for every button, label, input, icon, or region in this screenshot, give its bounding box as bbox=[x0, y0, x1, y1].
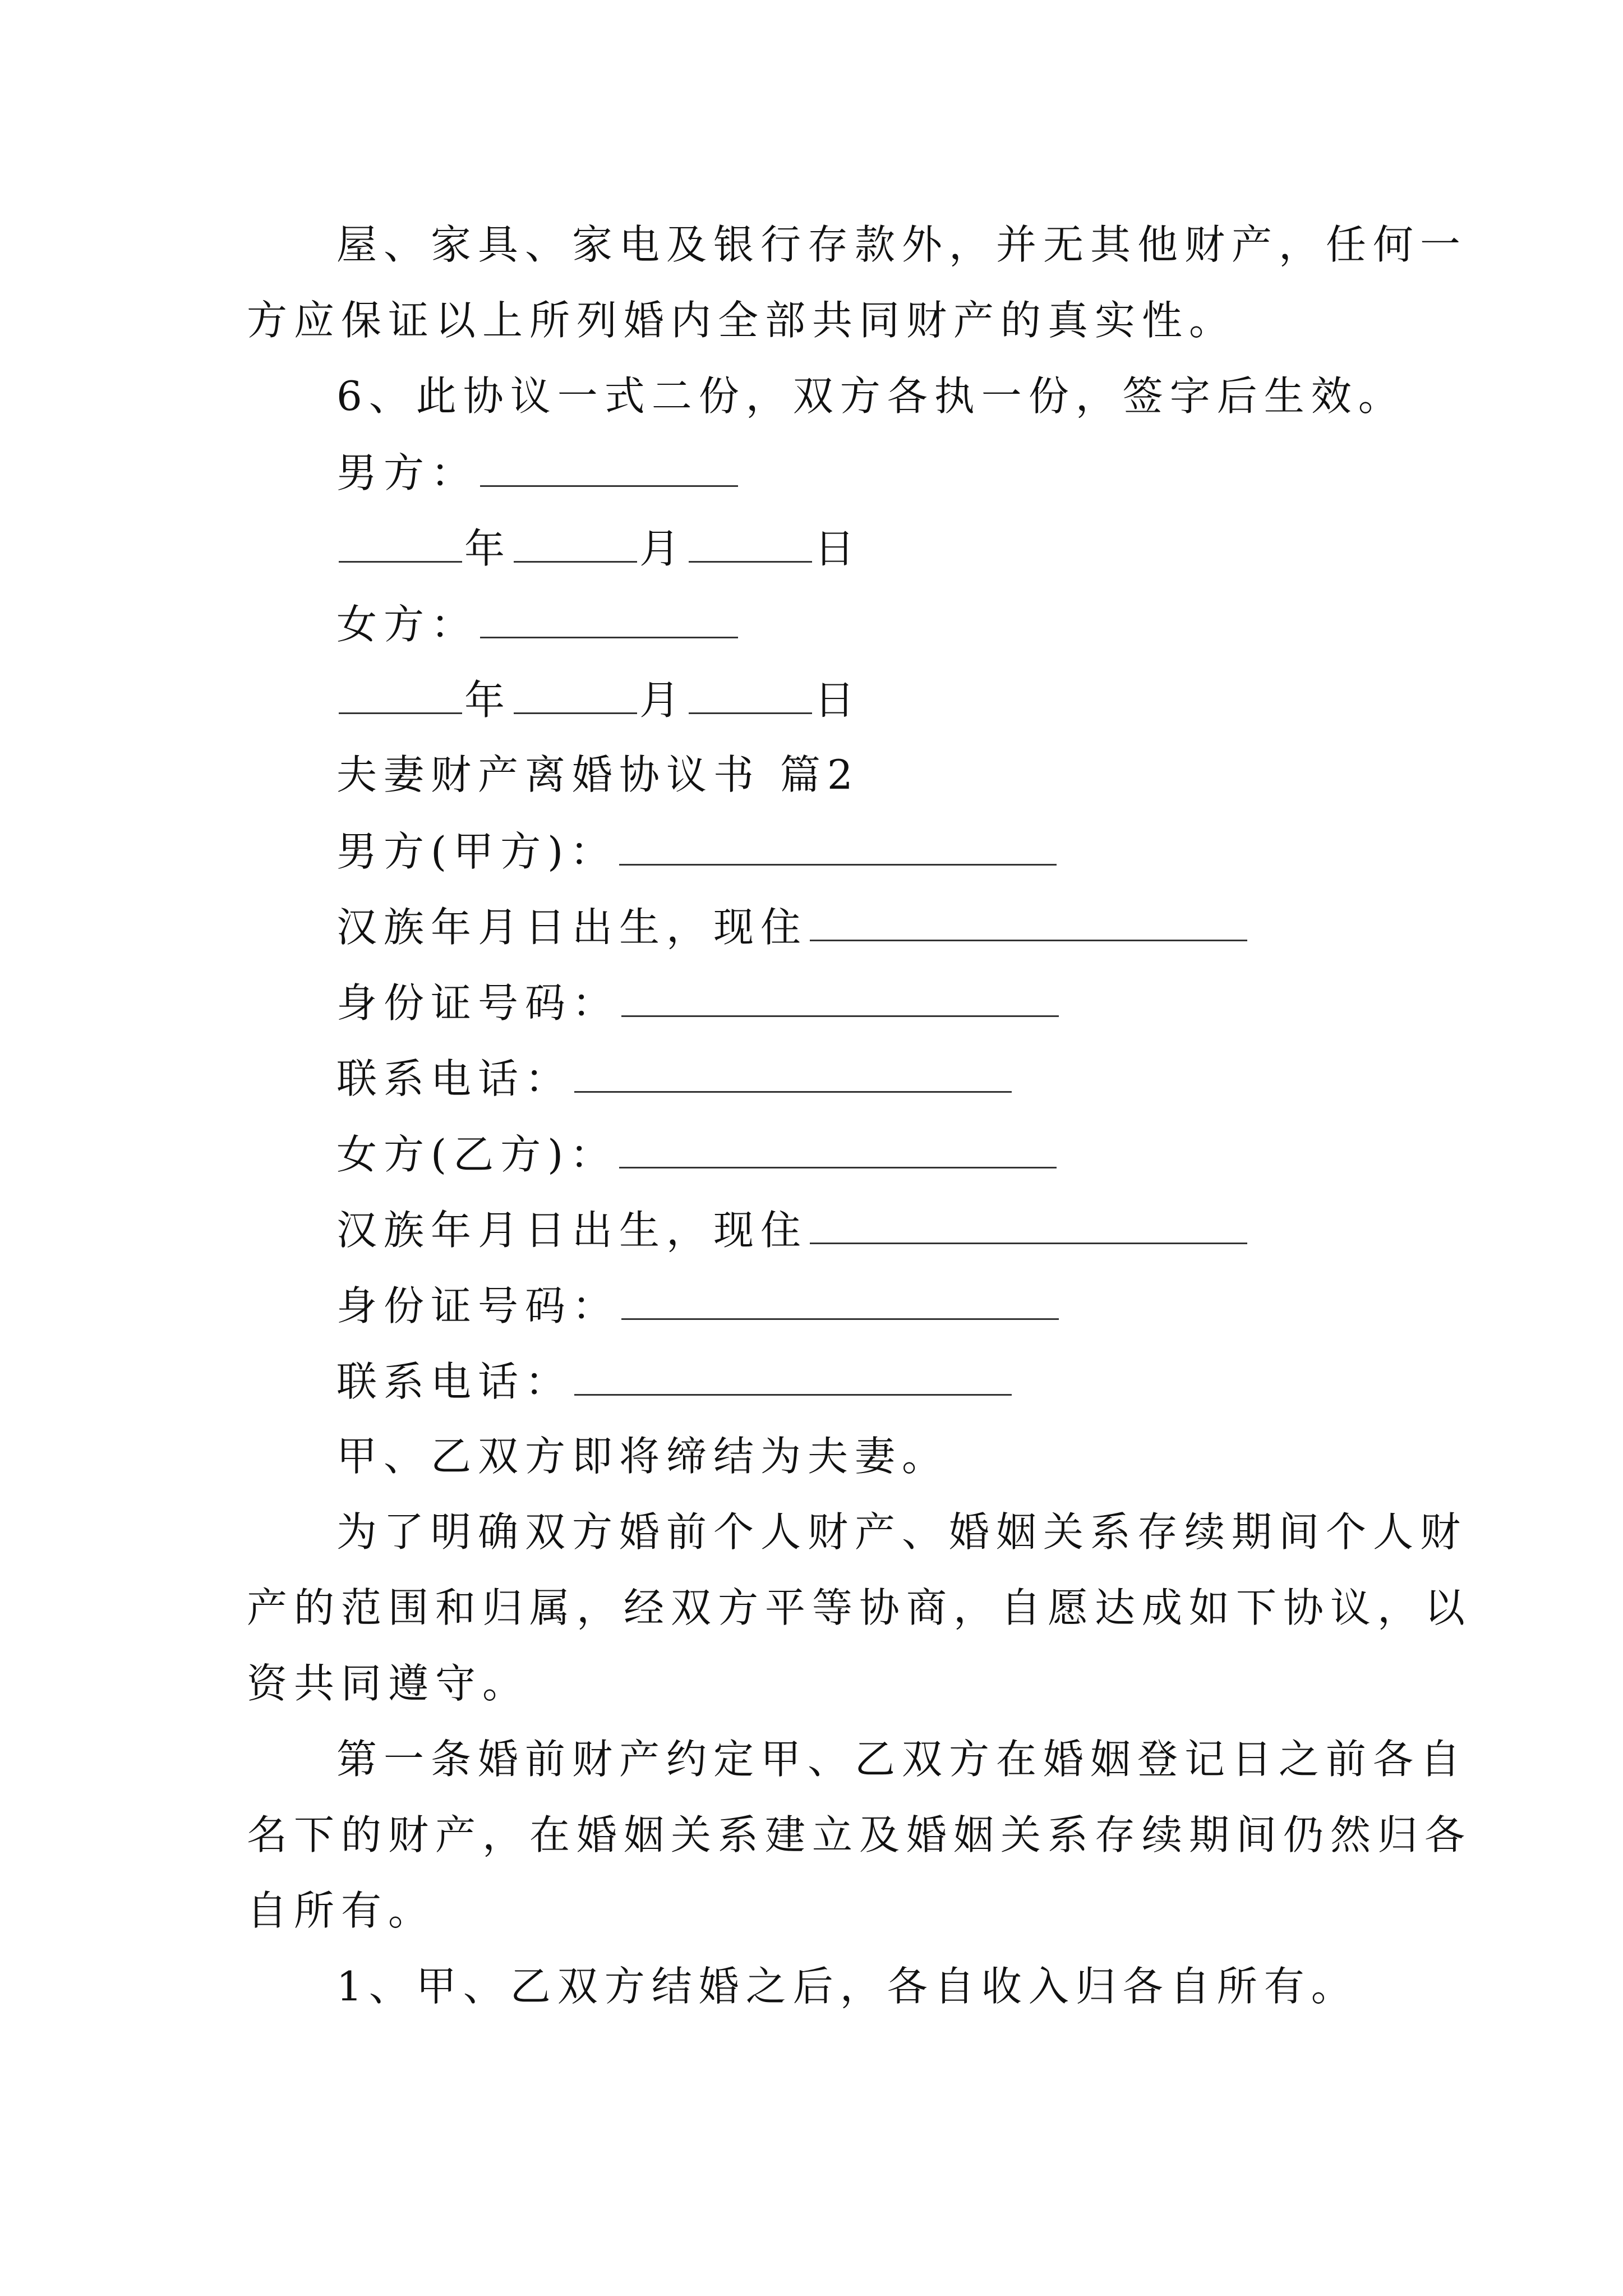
party-a-address-blank[interactable] bbox=[810, 906, 1247, 941]
female-date-row bbox=[336, 677, 862, 724]
party-b-address-row bbox=[336, 1207, 1249, 1254]
female-signature-blank[interactable] bbox=[480, 603, 738, 638]
party-a-id-blank[interactable] bbox=[621, 982, 1059, 1017]
male-signature-blank[interactable] bbox=[480, 452, 738, 487]
year-label: 年 bbox=[464, 525, 512, 572]
party-b-id-row bbox=[336, 1282, 1061, 1329]
party-a-address-row bbox=[336, 904, 1249, 951]
party-a-id-label: 身份证号码： bbox=[336, 979, 620, 1027]
party-b-phone-blank[interactable] bbox=[574, 1360, 1012, 1396]
party-a-birth-label: 汉族年月日出生，现住 bbox=[336, 904, 808, 951]
party-b-address-blank[interactable] bbox=[810, 1209, 1247, 1244]
male-label: 男方： bbox=[336, 449, 478, 496]
paragraph-line: 产的范围和归属，经双方平等协商，自愿达成如下协议，以 bbox=[247, 1584, 1472, 1631]
year-blank[interactable] bbox=[339, 527, 462, 563]
clause-6: 6、此协议一式二份，双方各执一份，签字后生效。 bbox=[336, 372, 1405, 420]
month-blank[interactable] bbox=[514, 527, 637, 563]
party-a-phone-label: 联系电话： bbox=[336, 1055, 573, 1102]
party-b-phone-row bbox=[336, 1358, 1014, 1405]
day-label: 日 bbox=[814, 525, 862, 572]
party-a-label: 男方(甲方)： bbox=[336, 828, 617, 875]
paragraph-line: 第一条婚前财产约定甲、乙双方在婚姻登记日之前各自 bbox=[336, 1736, 1468, 1783]
paragraph-line: 屋、家具、家电及银行存款外，并无其他财产，任何一 bbox=[336, 221, 1468, 268]
female-signature-row bbox=[336, 601, 740, 648]
paragraph-line: 为了明确双方婚前个人财产、婚姻关系存续期间个人财 bbox=[336, 1508, 1468, 1556]
party-b-label: 女方(乙方)： bbox=[336, 1131, 617, 1178]
male-date-row bbox=[336, 525, 862, 572]
party-b-name-blank[interactable] bbox=[619, 1133, 1057, 1168]
day-blank[interactable] bbox=[689, 527, 812, 563]
day-blank[interactable] bbox=[689, 679, 812, 714]
party-b-row bbox=[336, 1131, 1059, 1178]
paragraph-line: 资共同遵守。 bbox=[247, 1660, 530, 1707]
month-label: 月 bbox=[639, 525, 687, 572]
paragraph-line: 名下的财产，在婚姻关系建立及婚姻关系存续期间仍然归各 bbox=[247, 1811, 1472, 1858]
party-a-phone-blank[interactable] bbox=[574, 1057, 1012, 1093]
party-a-id-row bbox=[336, 979, 1061, 1027]
party-a-phone-row bbox=[336, 1055, 1014, 1102]
clause-1: 1、甲、乙双方结婚之后，各自收入归各自所有。 bbox=[336, 1963, 1358, 2010]
party-b-id-label: 身份证号码： bbox=[336, 1282, 620, 1329]
party-a-row bbox=[336, 828, 1059, 875]
paragraph-line: 甲、乙双方即将缔结为夫妻。 bbox=[336, 1433, 949, 1480]
party-a-name-blank[interactable] bbox=[619, 830, 1057, 866]
paragraph-line: 方应保证以上所列婚内全部共同财产的真实性。 bbox=[247, 297, 1237, 344]
paragraph-line: 自所有。 bbox=[247, 1887, 436, 1934]
year-label: 年 bbox=[464, 677, 512, 724]
section-title: 夫妻财产离婚协议书 篇2 bbox=[336, 751, 860, 798]
female-label: 女方： bbox=[336, 601, 478, 648]
year-blank[interactable] bbox=[339, 679, 462, 714]
month-blank[interactable] bbox=[514, 679, 637, 714]
party-b-birth-label: 汉族年月日出生，现住 bbox=[336, 1207, 808, 1254]
party-b-id-blank[interactable] bbox=[621, 1285, 1059, 1320]
male-signature-row bbox=[336, 449, 740, 496]
party-b-phone-label: 联系电话： bbox=[336, 1358, 573, 1405]
day-label: 日 bbox=[814, 677, 862, 724]
month-label: 月 bbox=[639, 677, 687, 724]
